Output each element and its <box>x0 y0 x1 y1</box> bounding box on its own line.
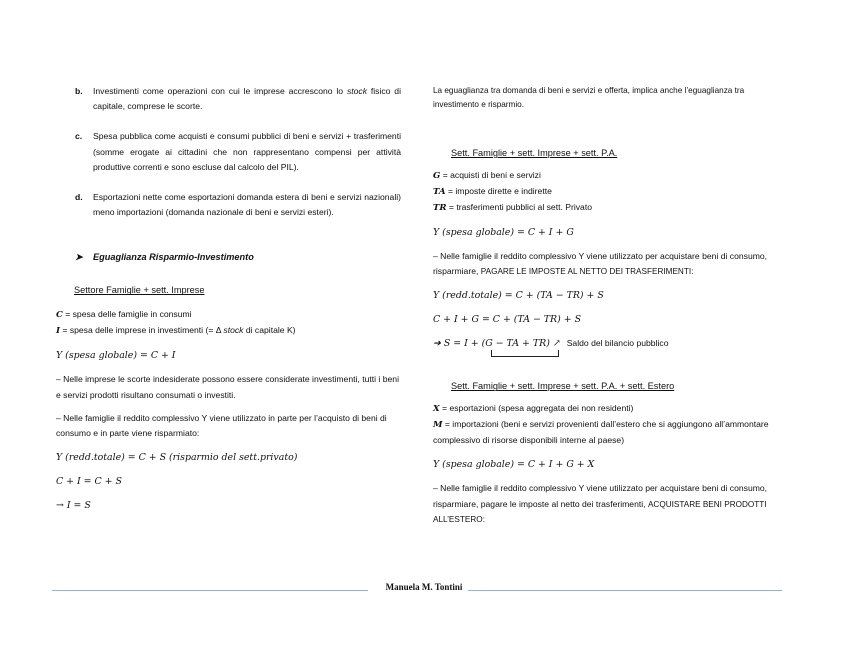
definition-text: = spesa delle famiglie in consumi <box>62 309 192 320</box>
definition-text: = imposte dirette e indirette <box>445 186 552 196</box>
right-column <box>433 84 778 535</box>
subsection-title-pa: Sett. Famiglie + sett. Imprese + sett. P.A. <box>451 148 618 158</box>
definition-g <box>433 168 778 184</box>
paragraph-famiglie: – Nelle famiglie il reddito complessivo Y viene utilizzato in parte per l’acquisto di beni di consumo e in parte viene risparmiato: <box>56 412 387 439</box>
list-label: b. <box>75 86 83 96</box>
paragraph-text: : <box>482 513 485 524</box>
symbol: C <box>56 310 63 321</box>
paragraph-imprese: – Nelle imprese le scorte indesiderate possono essere considerate investimenti, tutti i beni e servizi prodotti risultano consumati o investiti. <box>56 374 399 400</box>
equation-result: → I = S <box>56 500 91 512</box>
saldo-label: Saldo del bilancio pubblico <box>566 338 669 349</box>
equation-spesa-globale-estero: Y (spesa globale) = C + I + G + X <box>433 459 595 471</box>
paragraph-text: – Nelle famiglie il reddito complessivo Y viene utilizzato per acquistare beni di consumo, risparmiare, <box>433 251 768 277</box>
definition-x <box>433 401 778 417</box>
equation-reddito-totale-pa: Y (redd.totale) = C + (TA − TR) + S <box>433 290 604 302</box>
arrow-icon: ↗ <box>552 338 561 350</box>
paragraph-text: : <box>691 266 694 277</box>
definition-i <box>56 323 401 339</box>
section-heading-text: Eguaglianza Risparmio-Investimento <box>93 252 254 263</box>
list-item-d <box>56 190 401 220</box>
symbol: I <box>56 326 61 337</box>
definition-text: = spesa delle imprese in investimenti (= Δ <box>60 325 224 336</box>
left-column <box>56 84 401 522</box>
subsection-title: Settore Famiglie + sett. Imprese <box>74 285 205 296</box>
list-label: c. <box>75 131 83 142</box>
paragraph-caps: PAGARE LE IMPOSTE AL NETTO DEI TRASFERIMENTI <box>480 267 692 277</box>
equation-identity: C + I = C + S <box>56 476 122 488</box>
paragraph-text: – Nelle famiglie il reddito complessivo Y viene utilizzato per acquistare beni di consumo, risparmiare, pagare le imposte al netto dei trasferimenti, <box>433 483 768 509</box>
list-label: d. <box>75 192 83 203</box>
equation-spesa-globale-pa: Y (spesa globale) = C + I + G <box>433 227 574 238</box>
definition-emphasis: stock <box>223 325 244 336</box>
paragraph-famiglie-pa <box>433 249 778 279</box>
definition-text: = esportazioni (spesa aggregata dei non residenti) <box>439 403 634 414</box>
definition-c <box>56 307 401 323</box>
equation-result-pa <box>433 336 778 351</box>
definition-text: = acquisti di beni e servizi <box>440 170 541 180</box>
definition-text: di capitale K) <box>243 325 296 336</box>
definition-text: = importazioni (beni e servizi provenienti dall’estero che si aggiungono all’ammontare complessivo di risorse disponibili interne al paese) <box>433 419 769 446</box>
symbol: M <box>433 420 443 431</box>
arrow-bullet-icon: ➤ <box>75 252 83 263</box>
list-item-b <box>56 84 401 114</box>
list-text: Spesa pubblica come acquisti e consumi pubblici di beni e servizi + trasferimenti (somme erogate ai cittadini che non rappresentano compensi per attività produttive correnti e sono escluse dal calcolo del PIL). <box>93 131 401 172</box>
definition-m <box>433 417 778 448</box>
subsection-title-estero: Sett. Famiglie + sett. Imprese + sett. P.A. + sett. Estero <box>451 381 675 392</box>
equation-spesa-globale: Y (spesa globale) = C + I <box>56 350 176 362</box>
footer <box>0 582 848 592</box>
symbol: G <box>433 171 441 181</box>
brace-bracket <box>491 350 559 357</box>
symbol: TA <box>433 187 446 197</box>
list-text: Investimenti come operazioni con cui le imprese accrescono lo <box>93 86 347 96</box>
equation-reddito-totale: Y (redd.totale) = C + S (risparmio del sett.privato) <box>56 452 298 464</box>
definition-ta <box>433 184 778 200</box>
paragraph-caps: ACQUISTARE BENI PRODOTTI ALL’ESTERO <box>433 499 767 524</box>
symbol: TR <box>433 203 447 213</box>
section-heading <box>56 252 401 263</box>
list-text: fisico di capitale, comprese le scorte. <box>93 86 401 112</box>
equation-identity-pa: C + I + G = C + (TA − TR) + S <box>433 314 581 326</box>
intro-text: La eguaglianza tra domanda di beni e servizi e offerta, implica anche l’eguaglianza tra investimento e risparmio. <box>433 86 745 109</box>
symbol: X <box>433 404 440 415</box>
list-text-emphasis: stock <box>346 86 368 96</box>
definition-tr <box>433 200 778 216</box>
definition-text: = trasferimenti pubblici al sett. Privato <box>446 202 592 212</box>
list-item-c <box>56 129 401 175</box>
footer-author: Manuela M. Tontini <box>380 582 469 592</box>
paragraph-famiglie-estero <box>433 481 778 527</box>
list-text: Esportazioni nette come esportazioni domanda estera di beni e servizi nazionali) meno importazioni (domanda nazionale di beni e servizi esteri). <box>93 192 401 218</box>
equation-text: ➔ S = I + (G − TA + TR) <box>433 338 550 350</box>
